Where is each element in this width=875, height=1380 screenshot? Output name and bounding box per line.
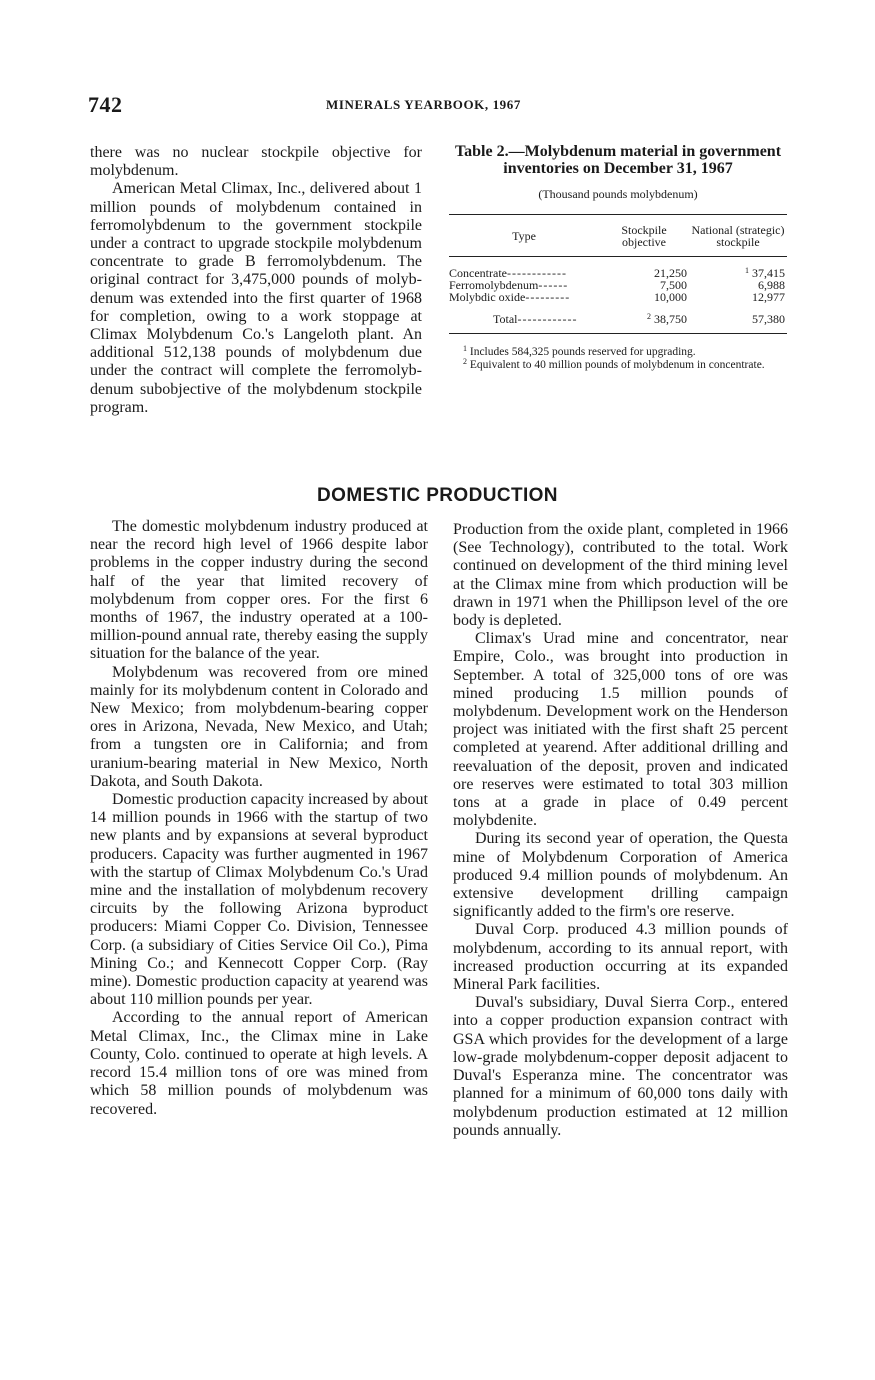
- data-table: [449, 214, 787, 334]
- table-row: [449, 257, 787, 280]
- paragraph: Duval's subsidiary, Duval Sierra Corp., entered into a copper production expansion contract with GSA which provides for the development of a large low-grade molybdenum-copper deposit adjacent to Duval's Esperanza mine. The concentrator was planned for a minimum of 60,000 tons daily with molybdenum production estimated at 12 million pounds annually.: [453, 994, 788, 1139]
- paragraph: Production from the oxide plant, completed in 1966 (See Technology), contributed to the total. Work continued on development of the third mining level at the Climax mine from which production will be drawn in 1971 when the Phillipson level of the ore body is depleted.: [453, 521, 788, 630]
- cell-national: 57,380: [689, 303, 787, 334]
- footnote-ref: 2: [647, 312, 651, 321]
- cell-type: Molybdic oxide---------: [449, 290, 571, 304]
- cell-objective: 7,500: [660, 278, 687, 292]
- paragraph: American Metal Climax, Inc., delivered about 1 million pounds of molybdenum contained in ferromolybdenum to the government stockpile under a contract to upgrade stockpile molybdenum concentrate to grade B ferromolybdenum. The original contract for 3,475,000 pounds of molybdenum was extended into the first quarter of 1968 for completion, owing to a work stoppage at Climax Molybdenum Co.'s Langeloth plant. An additional 512,138 pounds of molybdenum due under the contract will complete the ferromolybdenum subobjective of the molybdenum stockpile program.: [90, 180, 422, 416]
- footnote-ref: 1: [745, 266, 749, 275]
- cell-objective: 10,000: [654, 290, 687, 304]
- cell-type: Total------------: [449, 303, 599, 334]
- table-2: [449, 143, 787, 371]
- cell-national: $^1$ 37,415: [745, 266, 785, 280]
- page-number: 742: [88, 92, 123, 117]
- table-row: [449, 291, 787, 303]
- paragraph: Domestic production capacity increased by about 14 million pounds in 1966 with the startup of two new plants and by expansions at several byproduct producers. Capacity was further augmented in 1967 with the startup of Climax Molybdenum Co.'s Urad mine and the installation of molybdenum recovery circuits by the following Arizona byproduct producers: Miami Copper Co. Division, Tennessee Corp. (a subsidiary of Cities Service Oil Co.), Pima Mining Co.; and Kennecott Copper Corp. (Ray mine). Domestic production capacity at yearend was about 110 million pounds per year.: [90, 791, 428, 1009]
- cell-type: Ferromolybdenum------: [449, 278, 569, 292]
- paragraph: Duval Corp. produced 4.3 million pounds of molybdenum, according to its annual report, with increased production occurring at its expanded Mineral Park facilities.: [453, 921, 788, 994]
- cell-type: Concentrate------------: [449, 266, 567, 280]
- cell-objective: $^2$ 38,750: [599, 303, 689, 334]
- column-header-type: Type: [449, 215, 599, 257]
- paragraph: During its second year of operation, the Questa mine of Molybdenum Corporation of America produced 9.4 million pounds of molybdenum. An extensive development drilling campaign significantly added to the firm's ore reserve.: [453, 830, 788, 921]
- table-footnotes: [449, 346, 787, 371]
- paragraph: The domestic molybdenum industry produced at near the record high level of 1966 despite labor problems in the copper industry during the second half of the year that limited recovery of molybdenum from copper ores. For the first 6 months of 1967, the industry operated at a 100-million-pound annual rate, thereby easing the supply situation for the balance of the year.: [90, 518, 428, 663]
- left-column: [90, 518, 428, 1119]
- section-heading: DOMESTIC PRODUCTION: [317, 485, 558, 506]
- top-left-column: [90, 144, 422, 417]
- table-title: Table 2.—Molybdenum material in government inventories on December 31, 1967: [454, 143, 782, 177]
- paragraph: Molybdenum was recovered from ore mined mainly for its molybdenum content in Colorado and New Mexico; from molybdenum-bearing copper ores in Arizona, Nevada, New Mexico, and Utah; from a tungsten ore in California; and from uranium-bearing material in New Mexico, North Dakota, and South Dakota.: [90, 663, 428, 790]
- paragraph: there was no nuclear stockpile objective for molybdenum.: [90, 144, 422, 180]
- table-total-row: [449, 303, 787, 334]
- cell-national: 12,977: [752, 290, 785, 304]
- table-unit-note: (Thousand pounds molybdenum): [538, 187, 698, 201]
- column-header-objective: Stockpile objective: [599, 215, 689, 257]
- right-column: [453, 521, 788, 1140]
- column-header-national: National (strategic) stockpile: [689, 215, 787, 257]
- paragraph: According to the annual report of American Metal Climax, Inc., the Climax mine in Lake County, Colo. continued to operate at high levels. A record 15.4 million tons of ore was mined from which 58 million pounds of molybdenum was recovered.: [90, 1009, 428, 1118]
- cell-objective: 21,250: [654, 266, 687, 280]
- paragraph: Climax's Urad mine and concentrator, near Empire, Colo., was brought into production in September. A total of 325,000 tons of ore was mined producing 1.5 million pounds of molybdenum. Development work on the Henderson project was initiated with the first shaft 25 percent completed at yearend. After additional drilling and reevaluation of the deposit, proven and indicated ore reserves were estimated to total 303 million tons at a grade in place of 0.49 percent molybdenite.: [453, 630, 788, 830]
- cell-national: 6,988: [758, 278, 785, 292]
- footnote: $^2$ Equivalent to 40 million pounds of molybdenum in concentrate.: [463, 356, 765, 371]
- running-title: MINERALS YEARBOOK, 1967: [326, 97, 521, 112]
- table-header-row: [449, 215, 787, 257]
- footnote: $^1$ Includes 584,325 pounds reserved for upgrading.: [463, 344, 696, 358]
